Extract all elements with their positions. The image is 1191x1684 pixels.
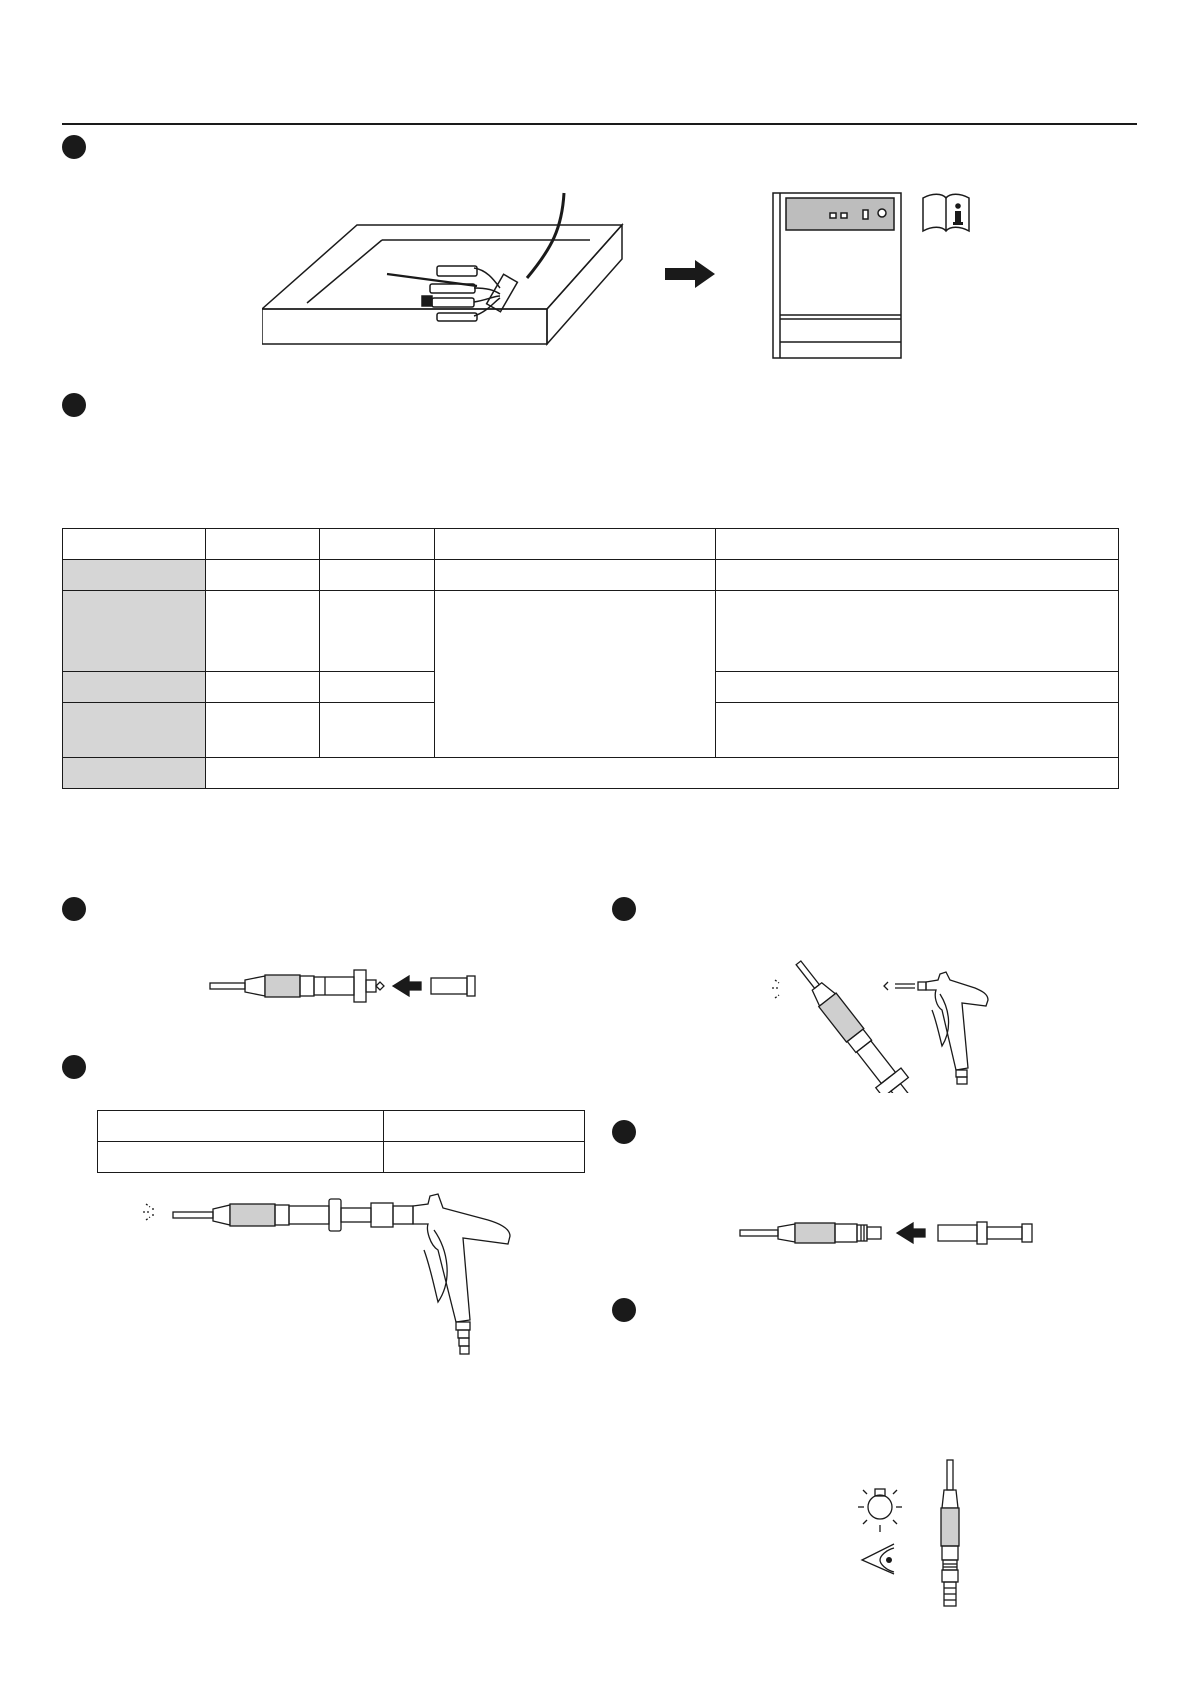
table-row [63,560,1119,591]
table-row [63,591,1119,672]
pressure-table [97,1110,585,1173]
reprocessing-table [62,528,1119,789]
tray-with-instruments-figure [262,188,627,348]
table-row [63,529,1119,560]
step-bullet-1 [62,135,86,159]
eye-icon [858,1540,900,1578]
header-rule [62,123,1137,125]
info-book-icon [920,193,972,233]
blow-out-angled-figure [770,958,1030,1093]
right-arrow-icon [665,258,717,290]
blow-out-handpiece-figure [138,1190,518,1360]
table-row [98,1142,585,1173]
light-bulb-icon [850,1475,910,1535]
table-row [63,758,1119,789]
remove-cap-figure [205,966,480,1006]
step-bullet-5 [612,897,636,921]
step-bullet-6 [612,1120,636,1144]
attach-coupling-figure [735,1215,1040,1251]
step-bullet-3 [62,897,86,921]
washer-disinfector-figure [770,190,905,362]
step-bullet-2 [62,393,86,417]
step-bullet-7 [612,1298,636,1322]
step-bullet-4 [62,1055,86,1079]
table-row [98,1111,585,1142]
inspect-handpiece-figure [930,1458,970,1608]
